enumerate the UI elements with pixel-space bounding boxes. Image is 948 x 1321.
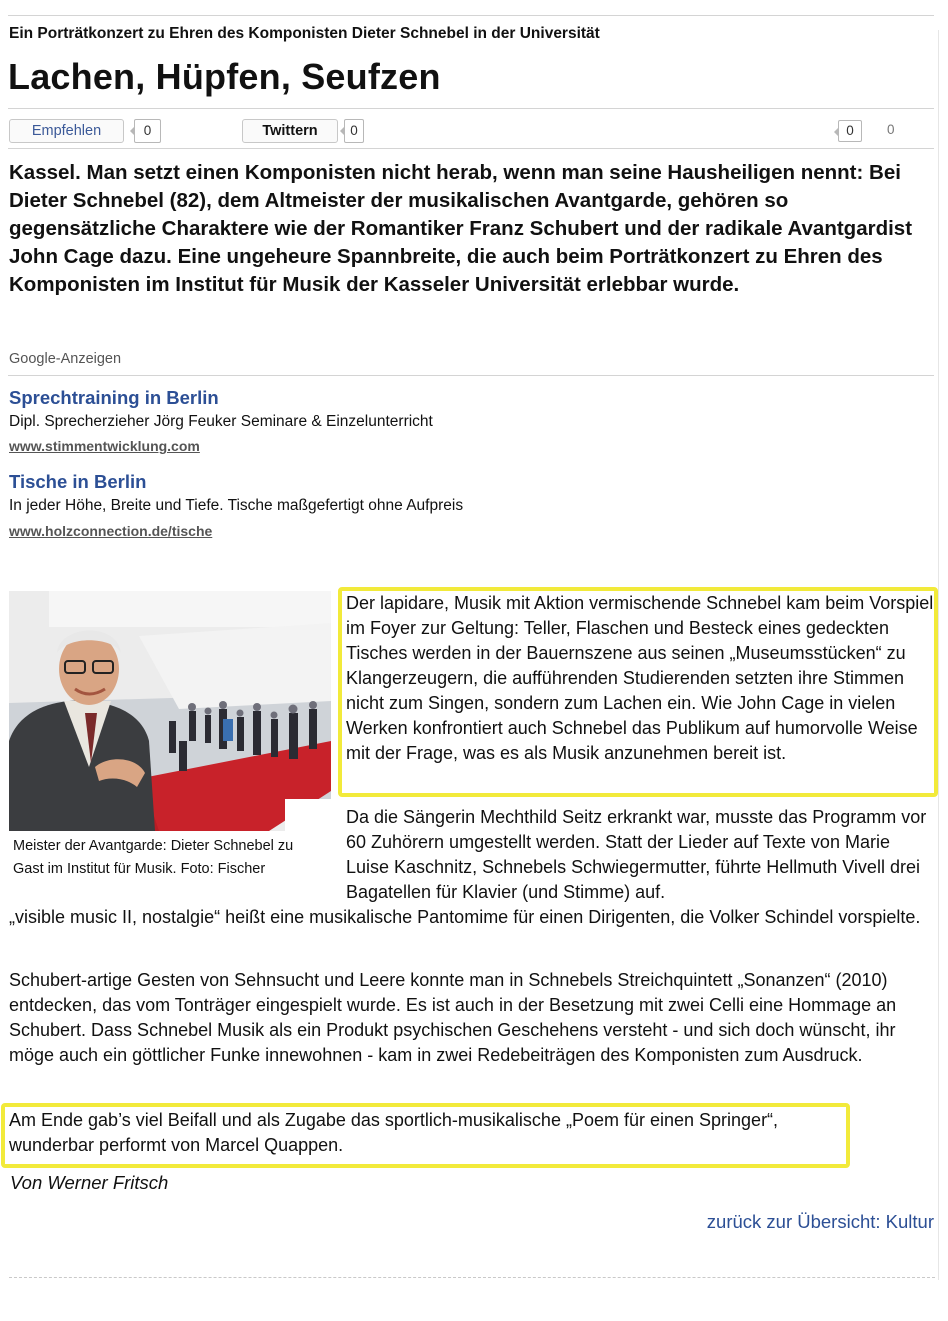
article-paragraph: Schubert-artige Gesten von Sehnsucht und Leere konnte man in Schnebels Streichquintett „Sonanzen“ (2010) entdecken, das vom Tonträger eingespielt wurde. Es ist auch in der Besetzung mit zwei Celli eine Hommage an Schubert. Dass Schnebel Musik als ein Produkt psychischen Geschehens versteht - und sich doch wünscht, ihr möge auch ein göttlicher Funke innewohnen - kam in zwei Redebeiträgen des Komponisten zum Ausdruck. <box>9 970 897 1065</box>
article-paragraph: „visible music II, nostalgie“ heißt eine musikalische Pantomime für einen Dirigenten, die Volker Schindel vorspielte. <box>9 907 921 927</box>
share-count: 0 <box>887 122 895 137</box>
image-caption: Meister der Avantgarde: Dieter Schnebel zu Gast im Institut für Musik. Foto: Fischer <box>13 838 294 877</box>
ad-description: In jeder Höhe, Breite und Tiefe. Tische maßgefertigt ohne Aufpreis <box>9 497 464 514</box>
facebook-count: 0 <box>134 119 161 143</box>
article-title: Lachen, Hüpfen, Seufzen <box>8 56 441 97</box>
ad-title-sprechtraining[interactable]: Sprechtraining in Berlin <box>9 387 219 408</box>
article-author: Von Werner Fritsch <box>10 1172 169 1193</box>
article-kicker: Ein Porträtkonzert zu Ehren des Komponisten Dieter Schnebel in der Universität <box>9 25 600 42</box>
social-divider <box>8 148 934 149</box>
gplus-count[interactable]: 0 <box>838 120 862 142</box>
ad-title-tische[interactable]: Tische in Berlin <box>9 471 147 492</box>
ads-divider <box>8 375 934 376</box>
ad-url-link[interactable]: www.holzconnection.de/tische <box>9 523 213 539</box>
article-paragraph: Der lapidare, Musik mit Aktion vermischende Schnebel kam beim Vorspiel im Foyer zur Geltung: Teller, Flaschen und Besteck eines gedeckten Tisches werden in der Bauernszene aus seinen „Museumsstücken“ zu Klangerzeugern, die aufführenden Studierenden setzten ihre Stimmen nicht zum Singen, sondern zum Lachen ein. Wie John Cage in vielen Werken konfrontiert auch Schnebel das Publikum auf humorvolle Weise mit der Frage, was es als Musik anzunehmen bereit ist. <box>346 593 934 763</box>
concert-photo-image <box>9 591 331 831</box>
article-lead: Kassel. Man setzt einen Komponisten nicht herab, wenn man seine Hausheiligen nennt: Bei Dieter Schnebel (82), dem Altmeister der musikalischen Avantgarde, gehören so gegensätzliche Charaktere wie der Romantiker Franz Schubert und der radikale Avantgardist John Cage dazu. Eine ungeheure Spannbreite, die auch beim Porträtkonzert zu Ehren des Komponisten im Institut für Musik der Kasseler Universität erlebbar wurde. <box>9 161 913 296</box>
top-divider <box>8 15 934 16</box>
article-paragraph: Da die Sängerin Mechthild Seitz erkrankt war, musste das Programm vor 60 Zuhörern umgestellt werden. Statt der Lieder auf Texte von Marie Luise Kaschnitz, Schnebels Schwiegermutter, führte Hellmuth Vivell drei Bagatellen für Klavier (und Stimme) auf. <box>346 807 927 902</box>
facebook-recommend-button[interactable]: Empfehlen <box>9 119 124 143</box>
ad-url-link[interactable]: www.stimmentwicklung.com <box>9 438 200 454</box>
twitter-tweet-button[interactable]: Twittern <box>242 119 338 143</box>
bottom-divider <box>9 1277 935 1278</box>
article-photo[interactable] <box>9 591 331 831</box>
ads-label: Google-Anzeigen <box>9 351 122 367</box>
twitter-count: 0 <box>344 119 364 143</box>
ad-description: Dipl. Sprecherzieher Jörg Feuker Seminare & Einzelunterricht <box>9 413 433 430</box>
back-to-overview-link[interactable]: zurück zur Übersicht: Kultur <box>706 1211 934 1232</box>
title-divider <box>8 108 934 109</box>
article-paragraph: Am Ende gab’s viel Beifall und als Zugabe das sportlich-musikalische „Poem für einen Springer“, wunderbar performt von Marcel Quappen. <box>9 1110 779 1155</box>
